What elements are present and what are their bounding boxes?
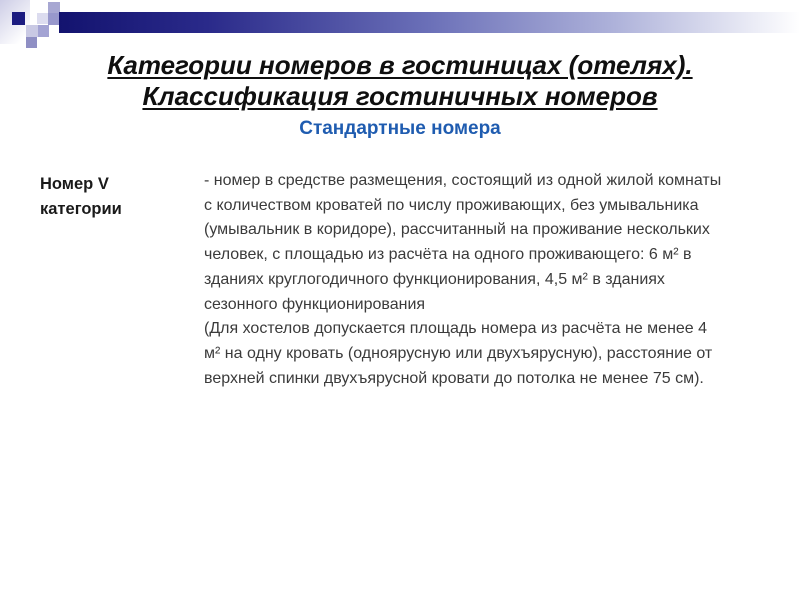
decor-square-navy [12, 12, 25, 25]
definition-line: с количеством кроватей по числу проживающих, без умывальника [204, 196, 699, 214]
definition-line: м² на одну кровать (одноярусную или двухъярусную), расстояние от [204, 344, 713, 362]
slide-subtitle: Стандартные номера [299, 118, 501, 139]
top-gradient-bar [59, 12, 800, 33]
definition-line: человек, с площадью из расчёта на одного проживающего: 6 м² в [204, 246, 692, 264]
definition-line: сезонного функционирования [204, 295, 426, 313]
term-label-line-1: Номер V [40, 175, 109, 193]
definition-line: - номер в средстве размещения, состоящий из одной жилой комнаты [204, 172, 722, 189]
decor-square-medium-2 [38, 25, 49, 37]
definition-line: (Для хостелов допускается площадь номера из расчёта не менее 4 [204, 320, 708, 338]
decor-square-light-2 [26, 25, 38, 37]
definition-line: (умывальник в коридоре), рассчитанный на проживание нескольких [204, 221, 710, 239]
decor-square-light [37, 13, 48, 24]
definition-text [204, 169, 721, 391]
title-line-2: Классификация гостиничных номеров [142, 81, 658, 111]
slide-title [0, 50, 800, 112]
definition-line: зданиях круглогодичного функционирования, 4,5 м² в зданиях [204, 270, 665, 288]
definition-line: верхней спинки двухъярусной кровати до потолка не менее 75 см). [204, 369, 704, 387]
title-line-1: Категории номеров в гостиницах (отелях). [107, 50, 693, 80]
term-label [40, 172, 122, 222]
decor-square-dark-2 [26, 37, 37, 48]
term-label-line-2: категории [40, 200, 122, 218]
